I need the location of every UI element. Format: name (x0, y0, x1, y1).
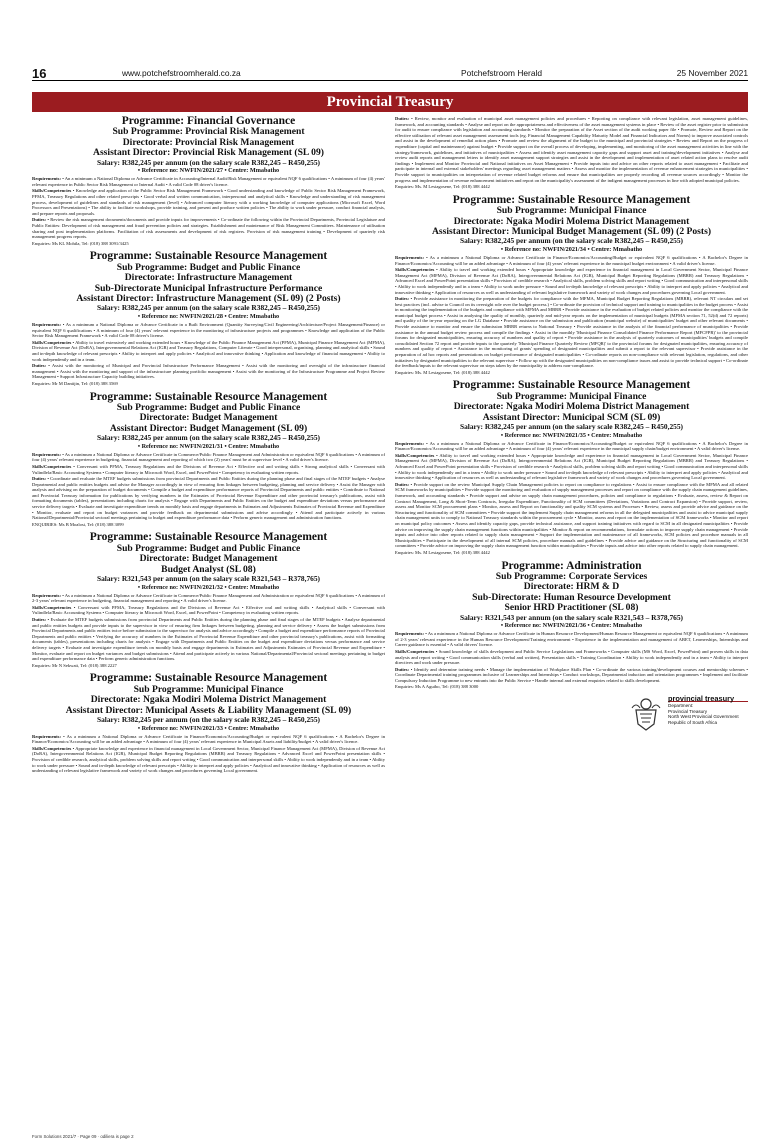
advert-title-line: Assistant Director: Infrastructure Management (SL 09) (2 Posts) (76, 292, 341, 304)
advert-enquiries: Enquiries: Ms. M Lesiagosene, Tel: (018) 388 4442 (395, 184, 490, 190)
coat-of-arms-icon (630, 696, 662, 732)
advert-enquiries: Enquiries: Mr M Dantijin, Tel: (018) 388 3569 (32, 380, 118, 386)
advert-title-line: Directorate: Ngaka Modiri Molema District Management (453, 215, 690, 227)
advert-paragraph (395, 441, 748, 452)
paragraph-body: • Coordinate and evaluate the MTEF budgets submissions from provincial Departments and Public Entities during the planning phase and final stages of the MTEF budgets • Analyse Departmental and public entities budgets and advise the Manager accordingly in view of ensuring firm linkages between budgeting, planning and service delivery • Assist the Manager with analysis and advising on the preparation of budget documents • Compile a budget and expenditure performance reports of Provincial Departments and public entities • Contribute to National and Provincial Treasury information for publications by verifying numbers in the Estimates of Provincial Revenue Expenditure and other provincial treasury's publications, assist with formatting documents (tables), presentations including charts for analysis • Engage with Departments and Public Entities on the budget and expenditure deviations versus performance and service delivery targets • Evaluate and investigate expenditure trends on monthly basis and engage departments in Estimates and Adjustments Estimates of Provincial Revenue and Expenditure • Monitor, evaluate and report on budget variances and provide feedback on departmental submissions and advise accordingly • Attend and participate actively in various National/Departmental/Provincial sectoral meetings pertaining to budget and expenditure performance data • Perform generic management and administration functions. (32, 476, 385, 521)
paragraph-body: • As a minimum a National Diploma or Advance Certificate in Finance/Economics/Accounting/Budget or equivalent NQF 6 qualifications • A Bachelor's Degree in Finance/Economics/Accounting will be an added advantage • A minimum of four (4) years' relevant experience in the municipal supply chain/budget environment • A valid driver's license. (395, 440, 748, 452)
paragraph-heading: Skills/Competencies (32, 463, 72, 469)
advert-paragraph (395, 255, 748, 266)
advert-salary: Salary: R382,245 per annum (on the salary scale R382,245 – R450,255) (459, 422, 683, 432)
advert-reference: • Reference no: NWFIN/2021/34 • Centre: Mmabatho (500, 245, 643, 253)
advert-title-line: Assistant Director: Municipal Assets & Liability Management (SL 09) (65, 704, 352, 716)
paragraph-heading: Duties: (32, 363, 47, 369)
advert-enquiries: Enquiries: Ms KL Mohila, Tel: (018) 388 3091/3425 (32, 240, 129, 246)
advert-programme: Programme: Financial Governance (121, 115, 296, 127)
advert-title-line: Sub Programme: Budget and Public Finance (116, 542, 301, 554)
advert-paragraph (32, 217, 385, 239)
paragraph-heading: Requirements: (32, 321, 62, 327)
paragraph-body: • Knowledge and application of the Public Sector Risk Management Framework • Good understanding and knowledge of Public Sector Risk Management Framework, PFMA, Treasury Regulations and other related prescripts • Good verbal and written communication, interpersonal and analytical skills • Knowledge and understanding of risk management process, development of guidelines and standards of risk management (level) • Advanced computer literacy with a working knowledge of computer applications (Microsoft Excel, Word Processors and Presentations) • The ability to facilitate workshops, provide training, and present and produce written policies • The ability to work under pressure, conduct financial analysis, and prepare reports and proposals. (32, 188, 385, 216)
paragraph-body: • Evaluate the MTEF budgets submissions from provincial Departments and Public Entities during the planning phase and final stages of the MTEF budgets • Analyse departmental and public entities budgets and provide inputs to the supervisor in view of ensuring firm linkages between budgeting, planning and service delivery • Assess the budget submissions from Provincial Departments and public entities twice before submission to the supervisor for analysis and advice accordingly • Compile a budget and expenditure performance reports of Provincial Departments and public entities • Verifying the accuracy of numbers in the Estimates of Provincial Revenue Expenditure and other provincial treasury's publications, assist with formatting documents (tables), presentations including charts for analysis • Engage with Departments and Public Entities on the budget and expenditure deviations versus performance and service delivery targets • Evaluate and investigate expenditure trends on monthly basis and engage departments in Estimates and Adjustments Estimates of Provincial Revenue and Expenditure • Monitor, evaluate and report on budget variances and budget submissions • Attend and participate actively in various National/Departmental/Provincial sectoral meetings pertaining to budget and expenditure performance data • Perform generic administration functions. (32, 617, 385, 662)
advert-title-line: Sub Programme: Budget and Public Finance (116, 261, 301, 273)
job-advert (395, 379, 748, 555)
advert-title-line: Budget Analyst (SL 08) (161, 563, 256, 575)
advert-paragraph (395, 267, 748, 295)
left-column (32, 115, 385, 1130)
right-column (395, 115, 748, 1130)
advert-title-line: Sub Programme: Provincial Risk Management (112, 126, 305, 138)
advert-title-line: Assistant Director: Municipal SCM (SL 09) (482, 411, 661, 423)
job-advert (395, 194, 748, 376)
paragraph-body: • As a minimum a National Diploma or Advance Certificate in Human Resource Development/Human Resource Management or equivalent NQF 6 qualifications • A minimum of 2-3 years' relevant experience in the Human Resource Development/Training environment • Experience in the implementation and management of ABET, Learnerships, Internships and Career guidance is essential • A valid drivers' licence. (395, 631, 748, 648)
advert-programme: Programme: Sustainable Resource Management (452, 379, 691, 392)
advert-reference: • Reference no: NWFIN/2021/35 • Centre: Mmabatho (500, 431, 643, 439)
advert-paragraph (32, 734, 385, 745)
paragraph-body: • Provide assistance in monitoring the preparation of the budgets for compliance with the MFMA, Municipal Budget Reporting Regulations (MBRR), relevant NT circulars and set best practices (incl. advise to Council on its oversight role over the budget process.) • Co-ordinate the provision of technical support and training to municipalities in the budget process • Assist in monitoring the implementation of the budgets and compliance with MFMA and MBRR • Provide assistance in the evaluation of budget related policies and monitor the compliance with the municipal budget process • Assist in analysing the quality of monthly, quarterly and mid-year reports on the implementation of municipal budgets (MFMA section 71, 52(d) and 72 reports) and quality of the in-year reporting on the LG Database • Provide assistance on the submission and publication (municipal website) of municipalities' budget and other relevant documents • Provide assistance to monitor and ensure the submission MBRR returns to National Treasury • Provide assistance in the analysis of the financial performance of municipalities • Provide assistance in the annual budget review process and compile the findings • Assist in the monthly 'Municipal Finance Consolidated Finance Performance Report (MFCFPR)' to the provincial forums for designated municipalities, ensuring accuracy of numbers and quality of report • Provide assistance in the analysis of quarterly outcomes of municipalities' budgets and compile consolidated Section 72 report and provide inputs to the quarterly 'Municipal Finance Quarterly Review (MFQR)' to the provincial forums for designated municipalities, ensuring accuracy of numbers and quality of report • Assistance in the monitoring of grants' spending of designated municipalities and submit a report to the relevant supervisor • Provide assistance in the preparation of ad hoc reports and presentations on budget performance of designated municipalities • Co-ordinate reports on non-compliance with relevant legislation, regulations, and other initiatives by designated municipalities to the relevant supervisor • Follow up with the designated municipalities on non-compliance issues and assist to provide technical support • Co-ordinate the feedback/inputs to the relevant supervisor on steps taken by the municipality to address non-compliance. (395, 296, 748, 369)
paragraph-heading: Requirements: (395, 631, 425, 637)
paragraph-heading: Requirements: (32, 176, 62, 182)
paragraph-heading: Skills/Competencies (395, 267, 435, 273)
paragraph-heading: Duties: (395, 481, 410, 487)
advert-title-line: Assistant Director: Municipal Budget Management (SL 09) (2 Posts) (431, 225, 712, 237)
paragraph-heading: Requirements: (32, 451, 62, 457)
logo-title: provincial treasury (668, 696, 748, 702)
paragraph-body: • As a minimum a National Diploma or Advance Certificate in a Built Environment (Quantity Surveying/Civil Engineering/Architecture/Project Management/Finance) or equivalent NQF 6 qualifications • A minimum of four (4) years' relevant experience in the monitoring of infrastructure projects and programmes • Knowledge and application of the Public Sector Risk Management Framework • A valid Code 08 driver's license. (32, 321, 385, 339)
advert-enquiries: Enquiries: Ms A Aguibo, Tel: (018) 388 3000 (395, 684, 479, 690)
advert-paragraph (395, 296, 748, 369)
paragraph-body: • An a minimum a National Diploma or Advance Certificate in Accounting/Internal Audit/Risk Management or equivalent NQF 6 qualifications • A minimum of four (4) years' relevant experience in Public Sector Risk Management or Internal Audit • A valid Code 08 driver's licence. (32, 176, 385, 187)
advert-enquiries: Enquiries: Ms. M Lesiagosene, Tel: (018) 388 4442 (395, 549, 490, 555)
logo-line: Republic of South Africa (668, 719, 718, 725)
advert-enquiries: Enquiries: Mr N Sekwati, Tel: (018) 388 2227 (32, 662, 117, 668)
advert-title-line: Directorate: Ngaka Modiri Molema District Management (453, 401, 690, 413)
paragraph-body: • As a minimum a National Diploma or Advance Certificate in Commerce/Public Finance Management and Administration or equivalent NQF 6 qualifications • A minimum of four (4) years' relevant experience in budgeting, financial management and reporting of which two (2) years' must be at supervisor level • A valid driver's licence. (32, 451, 385, 463)
advert-salary: Salary: R382,245 per annum (on the salary scale R382,245 – R450,255) (96, 303, 320, 313)
paragraph-body: • Ability to travel extensively and working extended hours • Knowledge of the Public Finance Management Act (PFMA), Municipal Finance Management Act (MFMA), Division of Revenue Act (DoRA), Intergovernmental Relations Act (IGR) and Treasury Regulations, Computer Literate • Good interpersonal, organising, planning and analytical skills • Sound and in-depth knowledge of relevant prescripts • Ability to interpret and apply policies • Analytical and innovative thinking • Application and knowledge of financial management • Ability to work independently and in a team. (32, 339, 385, 362)
paragraph-body: • As a minimum a National Diploma or Advance Certificate in Finance/Economics/Accounting/Budget or equivalent NQF 6 qualifications • A Bachelor's Degree in Finance/Economics/Accounting will be an added advantage • A minimum of four (4) years' relevant experience in the municipal budget environment • A valid driver's license. (395, 254, 748, 266)
advert-title-line: Directorate: Infrastructure Management (124, 272, 293, 284)
advert-reference: • Reference no: NWFIN/2021/33 • Centre: Mmabatho (137, 724, 280, 732)
section-banner: Provincial Treasury (32, 92, 748, 112)
advert-title-line: Directorate: Budget Management (139, 553, 278, 565)
advert-salary: Salary: R382,245 per annum (on the salary scale R382,245 – R450,255) (96, 157, 320, 167)
paragraph-heading: Skills/Competencies (32, 188, 72, 194)
paragraph-heading: Skills/Competencies (395, 452, 435, 458)
advert-paragraph (32, 593, 385, 604)
treasury-logo (395, 696, 748, 732)
paragraph-heading: Skills/Competencies (32, 745, 72, 751)
page-footer: Form Solutions 2021/7 · Page 09 · odiliera is page 2 (32, 1134, 134, 1139)
paragraph-heading: Requirements: (32, 592, 62, 598)
advert-paragraph (32, 188, 385, 216)
paragraph-body: • As a minimum a National Diploma or Advance Certificate in Finance/Economics/Accounting/Budget or equivalent NQF 6 qualifications • A Bachelor's Degree in Finance/Economics/Accounting will be an added advantage • A minimum of four (4) years' relevant experience in Municipal Assets and liability/budget • A valid driver's licence. (32, 733, 385, 745)
advert-title-line: Sub-Directorate Municipal Infrastructure Performance (94, 282, 323, 294)
paragraph-body: • Conversant with PFMA, Treasury Regulations and the Divisions of Revenue Act • Effective oral and writing skills • Analytical skills • Conversant with Vulindlela/Basic Accounting Systems • Computer literacy in Microsoft Word, Excel, and PowerPoint • Competency in evaluating written reports. (32, 604, 385, 616)
paragraph-heading: Duties: (395, 666, 410, 672)
paragraph-body: • Assist with the monitoring of Municipal and Provincial Infrastructure Performance Management • Assist with the monitoring and oversight of the infrastructure financial management • Assist with the monitoring and support of the infrastructure planning portfolio management • Assist with the monitoring of the Infrastructure Programme and Project Review Management • Support Infrastructure Capacity building initiatives. (32, 363, 385, 380)
advert-paragraph (395, 116, 748, 183)
job-advert (395, 116, 748, 190)
job-advert (32, 531, 385, 668)
advert-title-line: Directorate: Budget Management (139, 412, 278, 424)
advert-reference: • Reference no: NWFIN/2021/27 • Centre: Mmabatho (137, 167, 280, 175)
job-advert (395, 560, 748, 691)
advert-paragraph (32, 617, 385, 662)
advert-salary: Salary: R321,543 per annum (on the salary scale R321,543 – R378,765) (459, 612, 683, 622)
advert-salary: Salary: R382,245 per annum (on the salary scale R382,245 – R450,255) (96, 715, 320, 724)
logo-line: Provincial Treasury (668, 708, 708, 714)
paragraph-body: • Review the risk management documents/documents and provide inputs for improvements • Co-ordinate the following within the Provincial Departments, Provincial Legislature and Public Entities: Development of risk management and fraud prevention policies and strategies. Establishment and maintenance of Risk Management Committees. Maintenance of utilisation sharing and post implementation platforms. Facilitation of risk assessments and development of risk registers. Provision of risk management training • Development of quarterly risk management progress reports. (32, 217, 385, 240)
advert-reference: • Reference no: NWFIN/2021/31 • Centre: Mmabatho (137, 442, 280, 450)
advert-title-line: Sub Programme: Corporate Services (495, 570, 648, 582)
paragraph-body: • Ability to travel and working extended hours • Appropriate knowledge and experience in financial management in Local Government Sector, Municipal Finance Management Act (MFMA), Division of Revenue Act (DoRA), Intergovernmental Relations Act (IGR), Municipal Budget Reporting Regulations (MBRR) and Treasury Regulations • Advanced Excel and PowerPoint presentation skills • Provision of credible research • Analytical skills, problem solving skills and report writing • Good communication and interpersonal skills • Ability to work independently and in a team • Ability to work under pressure • Sound and in-depth knowledge of relevant prescripts • Ability to interpret and apply policies • Analytical and innovative thinking • Application of resources as well as understanding of relevant legislative framework and variety of work changes and procedures governing Local government. (395, 452, 748, 481)
advert-paragraph (395, 482, 748, 549)
advert-programme: Programme: Sustainable Resource Management (452, 193, 691, 206)
job-advert (32, 672, 385, 773)
advert-title-line: Sub Programme: Municipal Finance (496, 390, 647, 402)
advert-paragraph (395, 453, 748, 481)
paragraph-heading: Requirements: (395, 440, 425, 446)
advert-title-line: Sub-Directorate: Human Resource Development (472, 591, 671, 603)
advert-title-line: Sub Programme: Budget and Public Finance (116, 401, 301, 413)
advert-paragraph (32, 476, 385, 521)
paragraph-heading: Duties: (32, 617, 47, 623)
advert-title-line: Senior HRD Practitioner (SL 08) (504, 602, 639, 614)
paragraph-body: • Sound knowledge of skills development and Public Service Legislations and Frameworks • Computer skills (MS Word, Excel, PowerPoint) and proven skills in data analysis and report writing • Good communication skills (verbal and written), Presentation skills • Training Coordination • Ability to work independently and in a team • Ability to interpret directives and work under pressure. (395, 648, 748, 666)
advert-paragraph (32, 340, 385, 362)
paragraph-heading: Duties: (395, 296, 410, 302)
advert-paragraph (395, 667, 748, 684)
paragraph-heading: Requirements: (32, 733, 62, 739)
paragraph-body: • Conversant with PFMA, Treasury Regulations and the Divisions of Revenue Act • Effective oral and writing skills • Strong analytical skills • Conversant with Vulindlela/Basic Accounting Systems • Computer literacy in Microsoft Word, Excel, and PowerPoint • Competency in evaluating written reports. (32, 463, 385, 475)
page-number: 16 (32, 65, 47, 81)
advert-title-line: Sub Programme: Municipal Finance (133, 683, 284, 695)
advert-title-line: Directorate: Ngaka Modiri Molema District Management (90, 694, 327, 706)
advert-paragraph (32, 746, 385, 774)
advert-salary: Salary: R382,245 per annum (on the salary scale R382,245 – R450,255) (96, 433, 320, 443)
advert-paragraph (32, 322, 385, 339)
masthead (32, 66, 748, 81)
advert-enquiries: Enquiries: Ms. M Lesiagosene, Tel: (018) 388 4442 (395, 369, 490, 375)
advert-programme: Programme: Sustainable Resource Management (89, 250, 328, 263)
paragraph-body: • Review, monitor and evaluation of municipal asset management policies and procedures • Reporting on compliance with relevant legislation, asset management guidelines, framework, and accounting standards • Analyse and report on the appropriateness and effectiveness of the asset management systems in place • Review of the asset register prior to submission for audit to ensure compliance with legislation and accounting standards • Monitor the preparation of the Asset section of the audit working paper file • Promote, Review and Report on the effective utilisation of relevant asset management assessment tools (eg. Financial Management Capability Maturity Model and Financial Indicators and Norms) to improve associated controls and assist in the development of remedial action plans • Promote and review the alignment of the budget to the municipal and provincial strategies • Review and Report on the progress of expenditure (capital and maintenance) against budget • Provide support on the overall process of developing, implementing, and monitoring of the asset management activities in line with the strategy/framework, guidelines, and initiatives of municipalities • Assess and identify asset management capacity gaps and support asset and training/development initiatives • Analyse and review audit reports and management letters to identify asset management support strategies and assist in the development and implementation of asset related action plans to resolve audit findings • Implement and Monitor Provincial and National initiatives on Asset Management • Provide inputs into and advice on other reports related to asset management • Facilitate and participate in internal and external stakeholders' meetings regarding asset management matters • Assess and monitor the implementation of revenue enhancement strategies in municipalities • Provide support to municipalities on interpretation of revenue related budget reforms and ensure that municipalities are properly recording all revenue sources accordingly • Monitor the progress and implementation of revenue enhancement initiatives and report on the municipality's assessment of the indigent management processes in line with adopted municipal policies. (395, 116, 748, 183)
logo-line: Department: (668, 703, 694, 709)
advert-paragraph (395, 631, 748, 648)
advert-reference: • Reference no: NWFIN/2021/28 • Centre: Mmabatho (137, 312, 280, 320)
advert-salary: Salary: R382,245 per annum (on the salary scale R382,245 – R450,255) (459, 236, 683, 246)
paragraph-heading: Requirements: (395, 254, 425, 260)
paragraph-body: • As a minimum a National Diploma or Advance Certificate in Commerce/Public Finance Management and Administration or equivalent NQF 6 qualifications • A minimum of 2-3 years' relevant experience in budgeting, financial management and reporting • A valid driver's license. (32, 592, 385, 604)
advert-enquiries: ENQUIRIES: Ms B Moalosi, Tel: (018) 388 3099 (32, 521, 124, 527)
paragraph-heading: Skills/Competencies (32, 339, 72, 345)
paragraph-body: • Appropriate knowledge and experience in financial management in Local Government Sector, Municipal Finance Management Act (MFMA), Division of Revenue Act (DoRA), Intergovernmental Relations Act (IGR), Municipal Budget Reporting Regulations (MBRR) and Treasury Regulations • Advanced Excel and PowerPoint presentation skills • Provision of credible research, analytical skills, problem solving skills and report writing • Good communication and interpersonal skills • Ability to work independently and in a team • Ability to work under pressure • Sound and in-depth knowledge of relevant prescripts • Ability to interpret and apply policies • Analytical and innovative thinking • Application of resources as well as understanding of relevant legislative framework and variety of work changes and procedures governing Local government. (32, 745, 385, 774)
advert-paragraph (32, 176, 385, 187)
job-advert (32, 115, 385, 246)
paragraph-heading: Duties: (32, 476, 47, 482)
advert-salary: Salary: R321,543 per annum (on the salary scale R321,543 – R378,765) (96, 574, 320, 584)
advert-paragraph (32, 452, 385, 463)
advert-paragraph (32, 464, 385, 475)
logo-line: North West Provincial Government (668, 714, 739, 720)
paragraph-body: • Ability to travel and working extended hours • Appropriate knowledge and experience in financial management in Local Government Sector, Municipal Finance Management Act (MFMA), Division of Revenue Act (DoRA), Intergovernmental Relations Act (IGR), Municipal Budget Reporting Regulations (MBRR) and Treasury Regulations • Advanced Excel and PowerPoint presentation skills • Provision of credible research • Analytical skills, problem solving skills and report writing • Good communication and interpersonal skills • Ability to work independently and in a team • Ability to work under pressure • Sound and in-depth knowledge of relevant prescripts • Ability to interpret and apply policies • Analytical and innovative thinking • Application of resources as well as understanding of relevant legislative framework and variety of work changes and procedures governing Local government. (395, 267, 748, 295)
advert-title-line: Directorate: Provincial Risk Management (122, 136, 295, 148)
paragraph-body: • Provide support on the review Municipal Supply Chain Management policies to report on compliance to regulations • Assist to ensure compliance with the MFMA and all related SCM frameworks by municipalities • Provide support the monitoring and evaluation of supply management processes and report on compliance with the supply chain management guidelines, framework, and accounting standards • Provide support and advise on supply chain management procedures, policies and compliance to regulations • Evaluate, assess, review & Report on Contract Management, Long & Short-Term Contracts, Irregular Expenditure, Functionality of SCM committees (Deviations, Variations and Contract Expansion) • Provide support, review, assess and Monitor SCM procurement plans • Monitor, assess and Report on functionality and quality SCM systems and Processes • Review, assess and provide advice and guidance on the Structuring and functionality of SCM committees • Provide support the implement Supply chain management reforms in all the delegated municipalities and assist to advice municipal supply chain management units to comply to National Treasury standards within the procurement cycle • Monitor, assess and report on the implementation of SCM frameworks • Monitor and report on municipal policy outcomes • Assess and identify capacity gaps, provide technical assistance, and support training initiatives with regard to SCM in all designated municipalities • Provide advice on improving the supply chain management functions within municipalities • Monitor & report on recommendations, formulate actions to improve supply chain management • Provide inputs and advice into other reports related to supply chain management • Support the implementation and maintenance of all frameworks, SCM policies and procedure manuals in all Municipalities • Participate in the development of all internal SCM policies, procedure manuals and guidelines • Provide advice and guidance on the Structuring and functionality of SCM committees • Provide advice on improving the supply chain management function within municipalities • Provide inputs and advice into other reports related to supply chain management. (395, 481, 748, 549)
advert-programme: Programme: Sustainable Resource Management (89, 390, 328, 403)
job-advert (32, 250, 385, 386)
advert-title-line: Sub Programme: Municipal Finance (496, 205, 647, 217)
advert-paragraph (32, 605, 385, 616)
advert-title-line: Assistant Director: Budget Management (SL 09) (109, 422, 308, 434)
paragraph-heading: Skills/Competencies (32, 604, 72, 610)
advert-title-line: Assistant Director: Provincial Risk Management (SL 09) (93, 147, 324, 159)
advert-title-line: Directorate: HRM & D (523, 581, 620, 593)
advert-reference: • Reference no: NWFIN/2021/32 • Centre: Mmabatho (137, 583, 280, 591)
job-advert (32, 391, 385, 528)
issue-date: 25 November 2021 (676, 68, 748, 78)
paragraph-heading: Skills/Competencies (395, 648, 435, 654)
advert-paragraph (32, 363, 385, 380)
advert-programme: Programme: Sustainable Resource Management (89, 672, 328, 685)
advert-paragraph (395, 649, 748, 666)
newspaper-name: Potchefstroom Herald (461, 68, 542, 78)
paragraph-heading: Duties: (395, 116, 410, 121)
newspaper-url[interactable]: www.potchefstroomherald.co.za (122, 68, 241, 78)
paragraph-heading: Duties: (32, 217, 47, 223)
advert-reference: • Reference no: NWFIN/2021/36 • Centre: Mmabatho (500, 622, 643, 630)
advert-programme: Programme: Sustainable Resource Management (89, 531, 328, 544)
advert-programme: Programme: Administration (501, 559, 642, 572)
paragraph-body: • Identify and determine training needs • Manage the implementation of Workplace Skills Plan • Co-ordinate the various training/development courses and mentorship schemes • Coordinate Departmental training programmes inclusive of Learnerships and Internships • Conduct workshops, Departmental induction and orientation programmes • Implement and facilitate Compulsory Induction Programme to new entrants into the Public Service • Handle internal and external enquiries related to skills development. (395, 666, 748, 683)
